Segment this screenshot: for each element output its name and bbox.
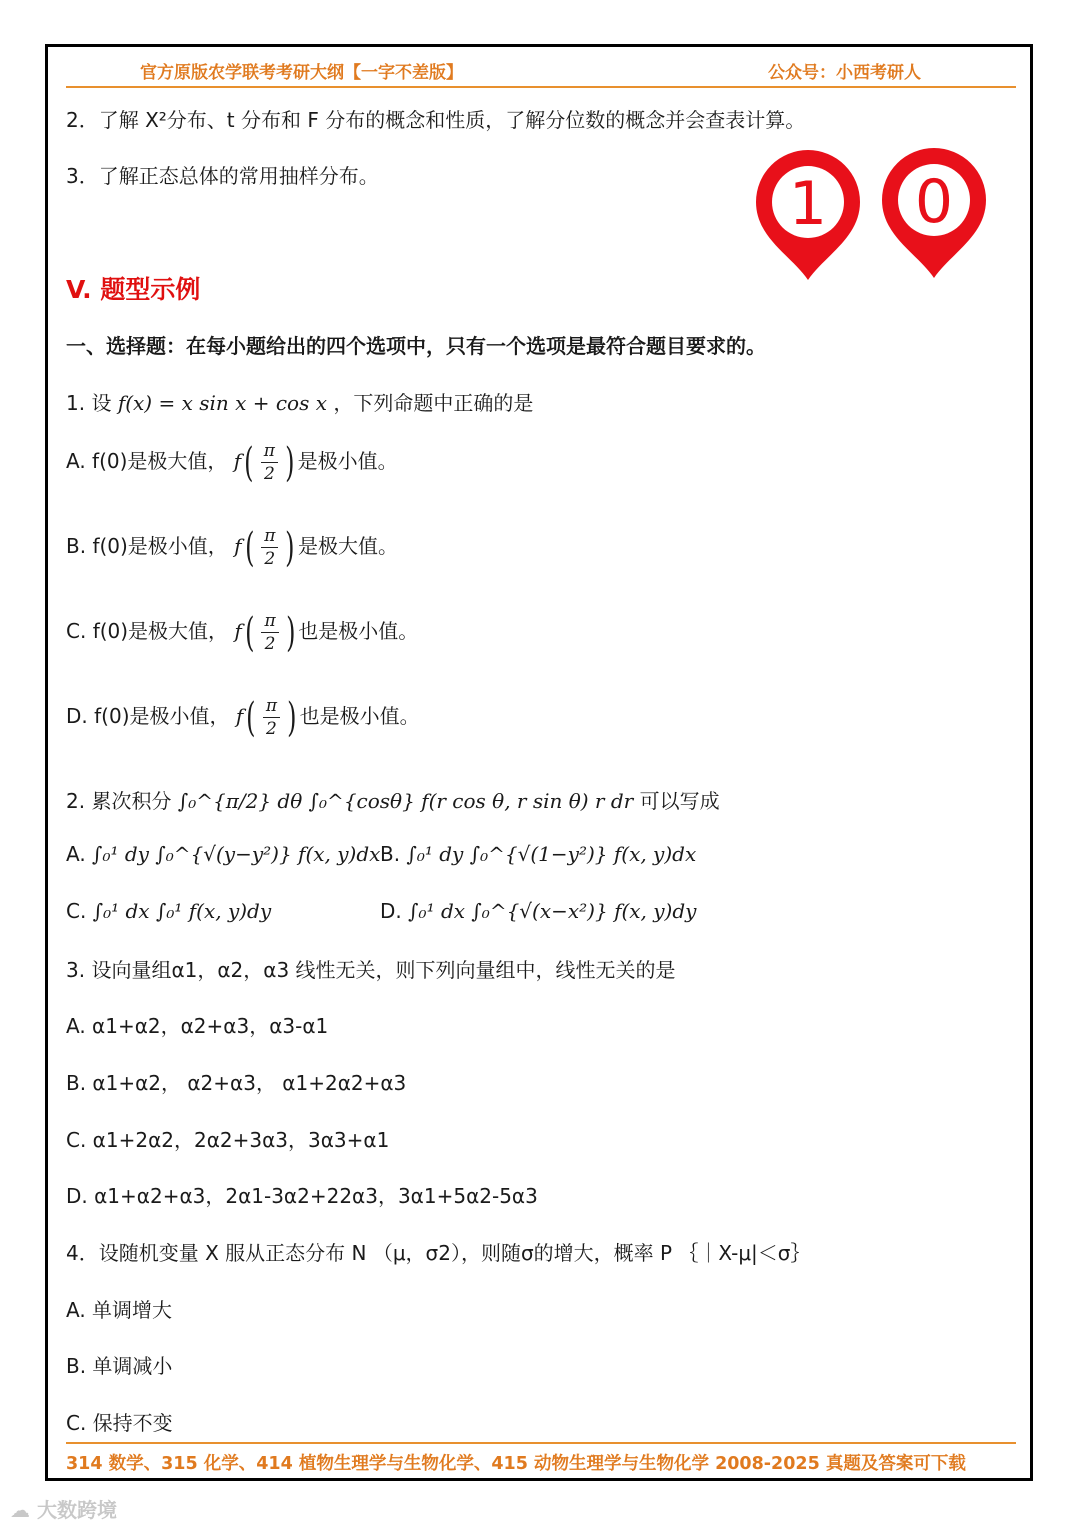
footer-divider — [66, 1442, 1016, 1444]
option-label: B. — [380, 842, 401, 866]
q2-option-b — [380, 842, 696, 866]
q1-option-c: C. f(0)是极大值， f( $\frac{\pi}{2}$ ) 也是极小值。 — [66, 609, 419, 656]
option-text: 也是极小值。 — [298, 619, 419, 643]
q3-option-b: B. α1+α2， α2+α3， α1+2α2+α3 — [66, 1071, 407, 1095]
q2-stem-formula: ∫₀^{π/2} dθ ∫₀^{cosθ} f(r cos θ, r sin θ) r dr — [177, 789, 634, 813]
q1-stem-formula: f(x) = x sin x + cos x — [117, 391, 328, 415]
page-number-pin-2 — [878, 144, 990, 280]
outline-item-3: 3．了解正态总体的常用抽样分布。 — [66, 164, 379, 188]
outline-item-2: 2．了解 X²分布、t 分布和 F 分布的概念和性质，了解分位数的概念并会查表计算。 — [66, 108, 806, 132]
option-formula: ∫₀¹ dx ∫₀^{√(x−x²)} f(x, y)dy — [408, 899, 697, 923]
header-account: 公众号：小西考研人 — [768, 63, 921, 83]
q1-stem — [66, 387, 533, 416]
pi-over-2: $\frac{\pi}{2}$ — [263, 695, 280, 740]
option-label: D. — [66, 704, 88, 728]
option-text: 是极小值。 — [297, 449, 398, 473]
pi-over-2: $\frac{\pi}{2}$ — [261, 525, 278, 570]
option-label: A. — [66, 449, 86, 473]
q2-option-a — [66, 842, 380, 866]
q4-option-c: C. 保持不变 — [66, 1411, 173, 1435]
page-number-pin-1 — [752, 146, 864, 282]
watermark — [10, 1494, 117, 1523]
q2-option-c — [66, 899, 271, 923]
q1-stem-prefix: 1. 设 — [66, 391, 112, 415]
section-title: V. 题型示例 — [66, 275, 201, 304]
option-formula: ∫₀¹ dy ∫₀^{√(y−y²)} f(x, y)dx — [92, 842, 381, 866]
q3-option-a: A. α1+α2，α2+α3，α3-α1 — [66, 1014, 329, 1038]
option-func: f — [234, 534, 242, 558]
header-divider — [66, 86, 1016, 88]
q1-stem-suffix: ，下列命题中正确的是 — [333, 391, 534, 415]
q2-stem-suffix: 可以写成 — [639, 789, 720, 813]
option-formula: ∫₀¹ dy ∫₀^{√(1−y²)} f(x, y)dx — [406, 842, 697, 866]
option-text: 是极大值。 — [297, 534, 398, 558]
option-label: B. — [66, 534, 87, 558]
q3-stem: 3. 设向量组α1，α2，α3 线性无关，则下列向量组中，线性无关的是 — [66, 958, 676, 982]
q1-option-d: D. f(0)是极小值， f( $\frac{\pi}{2}$ ) 也是极小值。 — [66, 694, 420, 741]
q1-option-a: A. f(0)是极大值， f( $\frac{\pi}{2}$ ) 是极小值。 — [66, 439, 398, 486]
watermark-logo-icon: ☁ — [10, 1498, 30, 1522]
option-label: D. — [380, 899, 402, 923]
option-func: f — [233, 449, 242, 473]
option-text: f(0)是极小值， — [92, 534, 228, 558]
option-label: C. — [66, 899, 87, 923]
q4-stem: 4．设随机变量 X 服从正态分布 N （μ，σ2），则随σ的增大，概率 P ｛｜X-μ|＜σ｝ — [66, 1241, 811, 1265]
page-digit-1: 1 — [788, 169, 828, 239]
watermark-text: 大数跨境 — [36, 1498, 117, 1522]
footer-note: 314 数学、315 化学、414 植物生理学与生物化学、415 动物生理学与生物化学 2008-2025 真题及答案可下载 — [66, 1454, 966, 1474]
q3-option-c: C. α1+2α2，2α2+3α3，3α3+α1 — [66, 1128, 390, 1152]
option-text: 也是极小值。 — [299, 704, 420, 728]
q1-option-b: B. f(0)是极小值， f( $\frac{\pi}{2}$ ) 是极大值。 — [66, 524, 398, 571]
part-title: 一、选择题：在每小题给出的四个选项中，只有一个选项是最符合题目要求的。 — [66, 334, 766, 358]
pi-over-2: $\frac{\pi}{2}$ — [261, 440, 278, 485]
q4-option-a: A. 单调增大 — [66, 1298, 173, 1322]
option-text: f(0)是极大值， — [92, 619, 229, 643]
q2-option-d — [380, 899, 696, 923]
page-digit-2: 0 — [914, 167, 954, 237]
header-title: 官方原版农学联考考研大纲【一字不差版】 — [140, 63, 463, 83]
option-label: C. — [66, 619, 87, 643]
option-text: f(0)是极小值， — [94, 704, 230, 728]
pi-over-2: $\frac{\pi}{2}$ — [261, 610, 278, 655]
q4-option-b: B. 单调减小 — [66, 1354, 173, 1378]
option-func: f — [235, 704, 244, 728]
option-text: f(0)是极大值， — [92, 449, 228, 473]
option-func: f — [234, 619, 242, 643]
q2-stem — [66, 785, 720, 814]
option-label: A. — [66, 842, 86, 866]
option-formula: ∫₀¹ dx ∫₀¹ f(x, y)dy — [92, 899, 272, 923]
q2-stem-prefix: 2. 累次积分 — [66, 789, 172, 813]
q3-option-d: D. α1+α2+α3，2α1-3α2+22α3，3α1+5α2-5α3 — [66, 1184, 538, 1208]
